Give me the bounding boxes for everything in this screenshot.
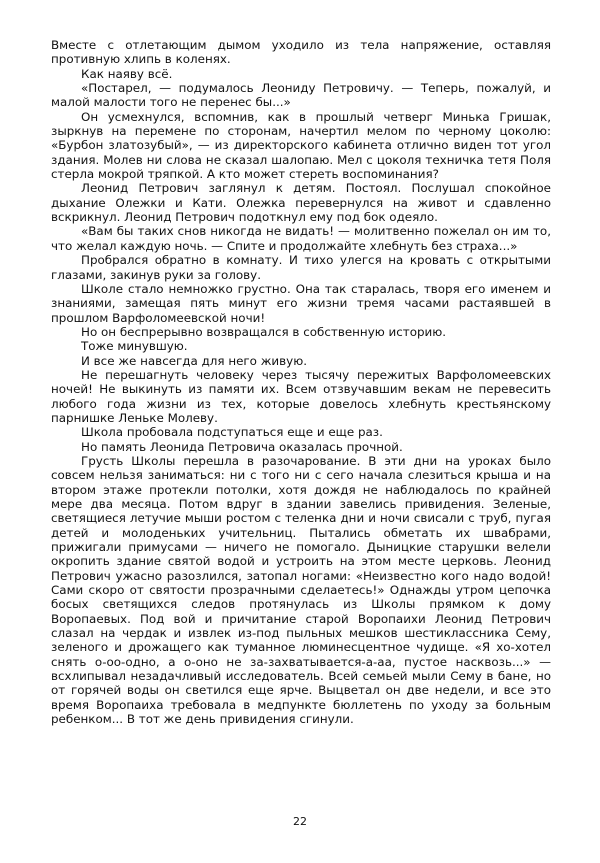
paragraph: Пробрался обратно в комнату. И тихо улегся на кровать с открытыми глазами, закинув руки за голову.: [51, 253, 551, 282]
paragraph: «Постарел, — подумалось Леониду Петровичу. — Теперь, пожалуй, и малой малости того не перенес бы...»: [51, 81, 551, 110]
page-number: 22: [293, 815, 307, 828]
paragraph: Вместе с отлетающим дымом уходило из тела напряжение, оставляя противную хлипь в коленях.: [51, 38, 551, 67]
paragraph: Но он беспрерывно возвращался в собственную историю.: [81, 324, 447, 339]
paragraph: Он усмехнулся, вспомнив, как в прошлый четверг Минька Гришак, зыркнув на перемене по сторонам, начертил мелом по черному цоколю: «Бурбон златозубый», — из директорского кабинета отлично виден тот угол здания. Молев ни слова не сказал шалопаю. Мел с цоколя техничка тетя Поля стерла мокрой тряпкой. А кто может стереть воспоминания?: [51, 109, 551, 182]
paragraph: Но память Леонида Петровича оказалась прочной.: [81, 439, 403, 454]
paragraph: «Вам бы таких снов никогда не видать! — молитвенно пожелал он им то, что желал каждую ночь. — Спите и продолжайте хлебнуть без страха...»: [51, 224, 551, 253]
paragraph: Школа пробовала подступаться еще и еще раз.: [81, 425, 383, 440]
paragraph: Тоже минувшую.: [81, 339, 188, 354]
paragraph: Как наяву всё.: [81, 66, 173, 81]
paragraph: Не перешагнуть человеку через тысячу пережитых Варфоломеевских ночей! Не выкинуть из памяти их. Всем отзвучавшим векам не перевесить любого года жизни из тех, которые довелось хлебнуть крестьянскому парнишке Леньке Молеву.: [51, 367, 551, 425]
paragraph: Леонид Петрович заглянул к детям. Постоял. Послушал спокойное дыхание Олежки и Кати. Олежка перевернулся на живот и сдавленно вскрикнул. Леонид Петрович подоткнул ему под бок одеяло.: [51, 181, 551, 225]
paragraph: Грусть Школы перешла в разочарование. В эти дни на уроках было совсем нельзя заниматься: ни с того ни с сего начала слезиться крыша и на втором этаже протекли потолки, хотя дождя не наблюдалось по крайней мере два месяца. Потом вдруг в здании завелись привидения. Зеленые, светящиеся летучие мыши ростом с теленка дни и ночи свисали с труб, пугая детей и молоденьких учительниц. Пытались обметать их швабрами, прижигали примусами — ничего не помогало. Дыницкие старушки велели окропить здание святой водой и устроить на этом месте церковь. Леонид Петрович ужасно разозлился, затопал ногами: «Неизвестно кого надо водой! Сами скоро от святости прозрачными сделаетесь!» Однажды утром цепочка босых светящихся следов протянулась из Школы прямком к дому Воропаевых. Под вой и причитание старой Воропаихи Леонид Петрович слазал на чердак и извлек из-под пыльных мешков шестиклассника Сему, зеленого и дрожащего как туманное люминесцентное чудище. «Я хо-хотел снять о-оо-одно, а о-оно не за-захватывается-а-аа, пустое насквозь...» — всхлипывал незадачливый исследователь. Всей семьей мыли Сему в бане, но от горячей воды он светился еще ярче. Выцветал он две недели, и все это время Воропаиха требовала в медпункте бюллетень по уходу за больным ребенком... В тот же день привидения сгинули.: [51, 453, 551, 727]
paragraph: Школе стало немножко грустно. Она так старалась, творя его именем и знаниями, замещая пять минут его жизни тремя часами растаявшей в прошлом Варфоломеевской ночи!: [51, 281, 551, 325]
paragraph: И все же навсегда для него живую.: [81, 353, 307, 368]
body-text: [51, 38, 551, 727]
